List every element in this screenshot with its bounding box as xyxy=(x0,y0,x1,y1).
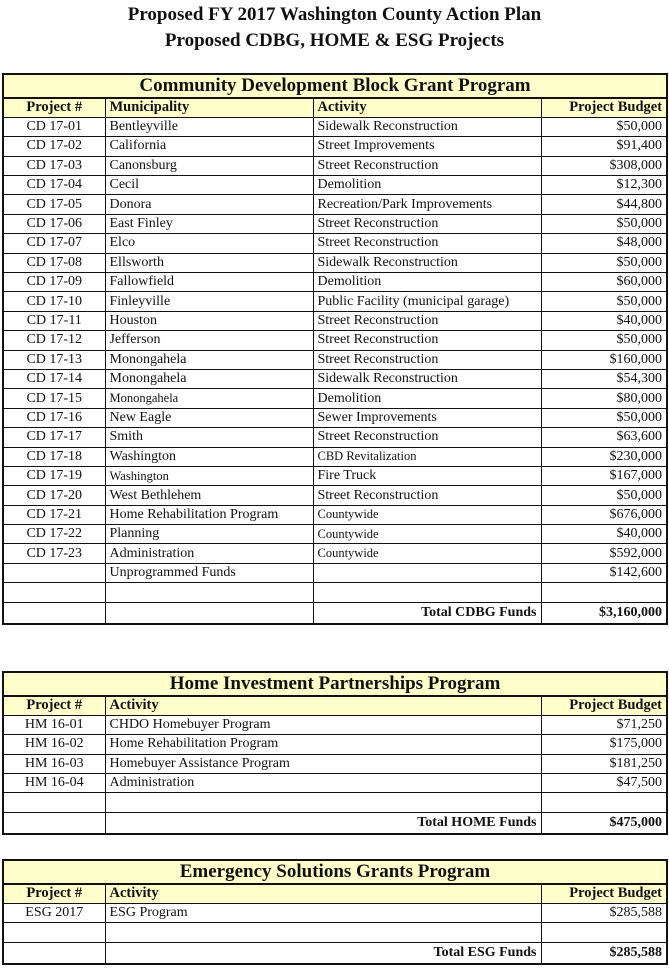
total-esg-label: Total ESG Funds xyxy=(105,942,541,964)
budget-cell: $80,000 xyxy=(541,389,667,408)
activity-cell: Homebuyer Assistance Program xyxy=(105,754,541,773)
activity-cell: Street Improvements xyxy=(313,137,541,156)
project-number-cell xyxy=(3,563,105,582)
activity-cell: Street Reconstruction xyxy=(313,331,541,350)
table-row xyxy=(3,331,667,350)
budget-cell: $50,000 xyxy=(541,214,667,233)
table-row xyxy=(3,408,667,427)
table-row xyxy=(3,117,667,136)
table-row xyxy=(3,903,667,922)
municipality-cell: Monongahela xyxy=(105,389,313,408)
budget-cell: $60,000 xyxy=(541,273,667,292)
budget-cell: $44,800 xyxy=(541,195,667,214)
project-number-cell: HM 16-01 xyxy=(3,715,105,734)
budget-cell: $50,000 xyxy=(541,486,667,505)
municipality-cell: Smith xyxy=(105,428,313,447)
municipality-cell: Planning xyxy=(105,525,313,544)
table-row xyxy=(3,466,667,485)
col-header-project: Project # xyxy=(3,884,105,903)
col-header-budget: Project Budget xyxy=(541,98,667,117)
activity-cell: Countywide xyxy=(313,525,541,544)
table-row xyxy=(3,923,667,942)
table-row xyxy=(3,544,667,563)
budget-cell: $47,500 xyxy=(541,774,667,793)
col-header-activity: Activity xyxy=(105,696,541,715)
project-number-cell: CD 17-05 xyxy=(3,195,105,214)
activity-cell xyxy=(105,923,541,942)
activity-cell: Street Reconstruction xyxy=(313,486,541,505)
municipality-cell: Administration xyxy=(105,544,313,563)
project-number-cell: CD 17-17 xyxy=(3,428,105,447)
project-number-cell: CD 17-07 xyxy=(3,234,105,253)
project-number-cell: ESG 2017 xyxy=(3,903,105,922)
activity-cell: Demolition xyxy=(313,389,541,408)
table-row xyxy=(3,563,667,582)
table-row xyxy=(3,292,667,311)
table-row xyxy=(3,389,667,408)
municipality-cell: East Finley xyxy=(105,214,313,233)
table-row xyxy=(3,311,667,330)
project-number-cell: CD 17-12 xyxy=(3,331,105,350)
budget-cell: $50,000 xyxy=(541,292,667,311)
project-number-cell: CD 17-11 xyxy=(3,311,105,330)
col-header-project: Project # xyxy=(3,696,105,715)
municipality-cell: Home Rehabilitation Program xyxy=(105,505,313,524)
budget-cell: $676,000 xyxy=(541,505,667,524)
activity-cell xyxy=(105,793,541,812)
project-number-cell: CD 17-04 xyxy=(3,176,105,195)
esg-section-title: Emergency Solutions Grants Program xyxy=(3,860,667,884)
municipality-cell: Cecil xyxy=(105,176,313,195)
municipality-cell: Elco xyxy=(105,234,313,253)
activity-cell: Sidewalk Reconstruction xyxy=(313,369,541,388)
budget-cell: $12,300 xyxy=(541,176,667,195)
municipality-cell: California xyxy=(105,137,313,156)
project-number-cell: CD 17-21 xyxy=(3,505,105,524)
activity-cell: Public Facility (municipal garage) xyxy=(313,292,541,311)
municipality-cell: Monongahela xyxy=(105,369,313,388)
cdbg-section-title: Community Development Block Grant Program xyxy=(3,74,667,98)
project-number-cell: CD 17-16 xyxy=(3,408,105,427)
municipality-cell: Fallowfield xyxy=(105,273,313,292)
activity-cell: CHDO Homebuyer Program xyxy=(105,715,541,734)
municipality-cell: New Eagle xyxy=(105,408,313,427)
budget-cell: $48,000 xyxy=(541,234,667,253)
table-row xyxy=(3,195,667,214)
municipality-cell: Finleyville xyxy=(105,292,313,311)
project-number-cell: CD 17-03 xyxy=(3,156,105,175)
table-row xyxy=(3,176,667,195)
project-number-cell: CD 17-20 xyxy=(3,486,105,505)
budget-cell xyxy=(541,583,667,602)
project-number-cell: HM 16-03 xyxy=(3,754,105,773)
col-header-project: Project # xyxy=(3,98,105,117)
activity-cell: Demolition xyxy=(313,176,541,195)
project-number-cell: CD 17-02 xyxy=(3,137,105,156)
project-number-cell: CD 17-19 xyxy=(3,466,105,485)
municipality-cell: Ellsworth xyxy=(105,253,313,272)
esg-table xyxy=(2,859,668,965)
budget-cell: $181,250 xyxy=(541,754,667,773)
table-row xyxy=(3,774,667,793)
activity-cell: Street Reconstruction xyxy=(313,311,541,330)
municipality-cell: Bentleyville xyxy=(105,117,313,136)
table-row xyxy=(3,793,667,812)
budget-cell xyxy=(541,923,667,942)
total-cdbg-value: $3,160,000 xyxy=(541,602,667,624)
project-number-cell: HM 16-04 xyxy=(3,774,105,793)
table-row xyxy=(3,486,667,505)
project-number-cell xyxy=(3,923,105,942)
project-number-cell: CD 17-14 xyxy=(3,369,105,388)
budget-cell: $175,000 xyxy=(541,735,667,754)
col-header-budget: Project Budget xyxy=(541,884,667,903)
activity-cell xyxy=(313,563,541,582)
table-row xyxy=(3,156,667,175)
municipality-cell: Jefferson xyxy=(105,331,313,350)
budget-cell: $63,600 xyxy=(541,428,667,447)
activity-cell: Street Reconstruction xyxy=(313,214,541,233)
project-number-cell: CD 17-01 xyxy=(3,117,105,136)
activity-cell: Administration xyxy=(105,774,541,793)
total-spacer xyxy=(3,812,105,834)
cdbg-table xyxy=(2,73,668,625)
home-section-title: Home Investment Partnerships Program xyxy=(3,672,667,696)
budget-cell: $167,000 xyxy=(541,466,667,485)
activity-cell: Sidewalk Reconstruction xyxy=(313,253,541,272)
table-row xyxy=(3,273,667,292)
activity-cell xyxy=(313,583,541,602)
col-header-municipality: Municipality xyxy=(105,98,313,117)
table-row xyxy=(3,525,667,544)
project-number-cell: CD 17-23 xyxy=(3,544,105,563)
table-row xyxy=(3,715,667,734)
project-number-cell xyxy=(3,583,105,602)
budget-cell: $40,000 xyxy=(541,525,667,544)
table-row xyxy=(3,350,667,369)
budget-cell: $50,000 xyxy=(541,408,667,427)
project-number-cell: CD 17-08 xyxy=(3,253,105,272)
table-row xyxy=(3,369,667,388)
budget-cell: $50,000 xyxy=(541,253,667,272)
table-row xyxy=(3,735,667,754)
project-number-cell: CD 17-22 xyxy=(3,525,105,544)
total-cdbg-label: Total CDBG Funds xyxy=(313,602,541,624)
total-esg-value: $285,588 xyxy=(541,942,667,964)
activity-cell: CBD Revitalization xyxy=(313,447,541,466)
col-header-activity: Activity xyxy=(105,884,541,903)
municipality-cell: Washington xyxy=(105,466,313,485)
municipality-cell: Canonsburg xyxy=(105,156,313,175)
activity-cell: Demolition xyxy=(313,273,541,292)
table-row xyxy=(3,428,667,447)
table-row xyxy=(3,137,667,156)
municipality-cell: Donora xyxy=(105,195,313,214)
total-home-label: Total HOME Funds xyxy=(105,812,541,834)
page-title-line1: Proposed FY 2017 Washington County Action Plan xyxy=(127,4,542,25)
activity-cell: ESG Program xyxy=(105,903,541,922)
budget-cell xyxy=(541,793,667,812)
budget-cell: $50,000 xyxy=(541,331,667,350)
total-spacer xyxy=(105,602,313,624)
activity-cell: Sewer Improvements xyxy=(313,408,541,427)
table-row xyxy=(3,583,667,602)
budget-cell: $91,400 xyxy=(541,137,667,156)
project-number-cell: CD 17-10 xyxy=(3,292,105,311)
budget-cell: $230,000 xyxy=(541,447,667,466)
total-home-value: $475,000 xyxy=(541,812,667,834)
project-number-cell: CD 17-18 xyxy=(3,447,105,466)
table-row xyxy=(3,253,667,272)
budget-cell: $40,000 xyxy=(541,311,667,330)
activity-cell: Street Reconstruction xyxy=(313,234,541,253)
municipality-cell: Washington xyxy=(105,447,313,466)
table-row xyxy=(3,505,667,524)
budget-cell: $160,000 xyxy=(541,350,667,369)
municipality-cell: Monongahela xyxy=(105,350,313,369)
activity-cell: Street Reconstruction xyxy=(313,428,541,447)
project-number-cell xyxy=(3,793,105,812)
activity-cell: Sidewalk Reconstruction xyxy=(313,117,541,136)
activity-cell: Street Reconstruction xyxy=(313,350,541,369)
activity-cell: Recreation/Park Improvements xyxy=(313,195,541,214)
col-header-activity: Activity xyxy=(313,98,541,117)
activity-cell: Street Reconstruction xyxy=(313,156,541,175)
total-spacer xyxy=(3,942,105,964)
project-number-cell: CD 17-09 xyxy=(3,273,105,292)
budget-cell: $285,588 xyxy=(541,903,667,922)
activity-cell: Countywide xyxy=(313,505,541,524)
budget-cell: $142,600 xyxy=(541,563,667,582)
project-number-cell: CD 17-15 xyxy=(3,389,105,408)
total-spacer xyxy=(3,602,105,624)
municipality-cell: Unprogrammed Funds xyxy=(105,563,313,582)
budget-cell: $592,000 xyxy=(541,544,667,563)
budget-cell: $50,000 xyxy=(541,117,667,136)
table-row xyxy=(3,214,667,233)
budget-cell: $54,300 xyxy=(541,369,667,388)
activity-cell: Home Rehabilitation Program xyxy=(105,735,541,754)
table-row xyxy=(3,754,667,773)
municipality-cell: West Bethlehem xyxy=(105,486,313,505)
municipality-cell xyxy=(105,583,313,602)
project-number-cell: CD 17-13 xyxy=(3,350,105,369)
activity-cell: Countywide xyxy=(313,544,541,563)
table-row xyxy=(3,447,667,466)
home-table xyxy=(2,671,668,835)
table-row xyxy=(3,234,667,253)
project-number-cell: HM 16-02 xyxy=(3,735,105,754)
municipality-cell: Houston xyxy=(105,311,313,330)
project-number-cell: CD 17-06 xyxy=(3,214,105,233)
activity-cell: Fire Truck xyxy=(313,466,541,485)
budget-cell: $71,250 xyxy=(541,715,667,734)
budget-cell: $308,000 xyxy=(541,156,667,175)
page-title-line2: Proposed CDBG, HOME & ESG Projects xyxy=(164,30,505,51)
col-header-budget: Project Budget xyxy=(541,696,667,715)
